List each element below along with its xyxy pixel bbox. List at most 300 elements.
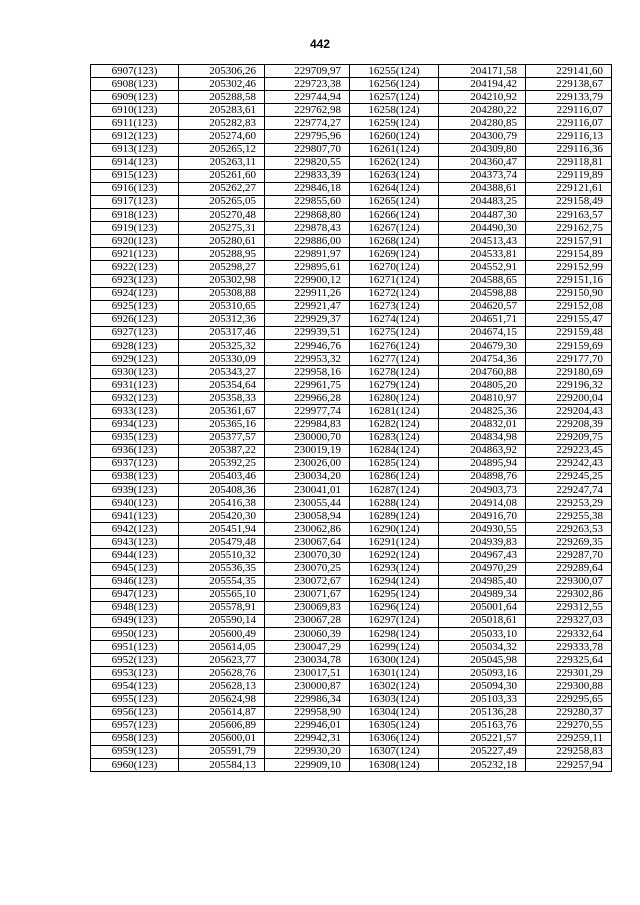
- cell-y-right: 229223,45: [526, 444, 612, 457]
- cell-x-right: 204620,57: [439, 300, 526, 313]
- cell-point-id-left: 6941(123): [91, 510, 179, 523]
- table-row: [91, 536, 612, 549]
- cell-point-id-right: 16261(124): [350, 143, 439, 156]
- cell-x-left: 205416,38: [179, 497, 265, 510]
- cell-x-left: 205392,25: [179, 457, 265, 470]
- cell-point-id-right: 16306(124): [350, 732, 439, 745]
- cell-x-left: 205590,14: [179, 614, 265, 627]
- cell-y-right: 229159,69: [526, 339, 612, 352]
- cell-point-id-left: 6957(123): [91, 719, 179, 732]
- cell-x-right: 204487,30: [439, 209, 526, 222]
- cell-point-id-right: 16262(124): [350, 156, 439, 169]
- cell-y-right: 229151,16: [526, 274, 612, 287]
- cell-point-id-right: 16288(124): [350, 497, 439, 510]
- cell-x-left: 205628,13: [179, 680, 265, 693]
- cell-y-left: 229878,43: [265, 222, 350, 235]
- cell-point-id-left: 6949(123): [91, 614, 179, 627]
- cell-x-right: 204490,30: [439, 222, 526, 235]
- cell-y-left: 229911,26: [265, 287, 350, 300]
- table-row: [91, 470, 612, 483]
- cell-point-id-right: 16302(124): [350, 680, 439, 693]
- cell-y-left: 229820,55: [265, 156, 350, 169]
- cell-point-id-left: 6924(123): [91, 287, 179, 300]
- cell-y-right: 229242,43: [526, 457, 612, 470]
- cell-y-right: 229253,29: [526, 497, 612, 510]
- cell-point-id-right: 16269(124): [350, 248, 439, 261]
- cell-y-right: 229280,37: [526, 706, 612, 719]
- table-row: [91, 65, 612, 78]
- cell-x-left: 205280,61: [179, 235, 265, 248]
- cell-x-right: 204588,65: [439, 274, 526, 287]
- cell-x-left: 205354,64: [179, 379, 265, 392]
- cell-y-right: 229133,79: [526, 91, 612, 104]
- cell-point-id-left: 6951(123): [91, 641, 179, 654]
- table-row: [91, 457, 612, 470]
- table-row: [91, 667, 612, 680]
- cell-x-right: 204194,42: [439, 78, 526, 91]
- cell-point-id-right: 16260(124): [350, 130, 439, 143]
- cell-x-left: 205288,95: [179, 248, 265, 261]
- cell-point-id-right: 16281(124): [350, 405, 439, 418]
- cell-x-right: 204903,73: [439, 484, 526, 497]
- cell-point-id-right: 16267(124): [350, 222, 439, 235]
- cell-x-right: 204989,34: [439, 588, 526, 601]
- cell-y-left: 229946,76: [265, 339, 350, 352]
- cell-x-left: 205565,10: [179, 588, 265, 601]
- cell-point-id-right: 16297(124): [350, 614, 439, 627]
- table-row: [91, 575, 612, 588]
- cell-point-id-left: 6928(123): [91, 339, 179, 352]
- cell-x-right: 205094,30: [439, 680, 526, 693]
- cell-y-right: 229152,08: [526, 300, 612, 313]
- cell-y-right: 229118,81: [526, 156, 612, 169]
- cell-point-id-left: 6942(123): [91, 523, 179, 536]
- cell-x-right: 204898,76: [439, 470, 526, 483]
- table-row: [91, 405, 612, 418]
- cell-y-left: 229966,28: [265, 392, 350, 405]
- cell-point-id-right: 16292(124): [350, 549, 439, 562]
- cell-point-id-left: 6939(123): [91, 484, 179, 497]
- coordinates-table: [90, 64, 612, 772]
- table-row: [91, 758, 612, 771]
- cell-y-right: 229289,64: [526, 562, 612, 575]
- cell-point-id-right: 16279(124): [350, 379, 439, 392]
- cell-y-right: 229295,65: [526, 693, 612, 706]
- table-row: [91, 641, 612, 654]
- cell-point-id-left: 6922(123): [91, 261, 179, 274]
- cell-y-left: 230070,25: [265, 562, 350, 575]
- table-row: [91, 628, 612, 641]
- cell-x-left: 205628,76: [179, 667, 265, 680]
- cell-x-left: 205330,09: [179, 353, 265, 366]
- coordinates-table-body: [91, 65, 612, 772]
- cell-y-right: 229301,29: [526, 667, 612, 680]
- table-row: [91, 484, 612, 497]
- cell-x-right: 204805,20: [439, 379, 526, 392]
- cell-point-id-left: 6952(123): [91, 654, 179, 667]
- cell-y-right: 229332,64: [526, 628, 612, 641]
- cell-x-left: 205275,31: [179, 222, 265, 235]
- cell-point-id-left: 6926(123): [91, 313, 179, 326]
- cell-y-left: 230034,20: [265, 470, 350, 483]
- cell-y-left: 229929,37: [265, 313, 350, 326]
- cell-point-id-left: 6932(123): [91, 392, 179, 405]
- cell-y-right: 229245,25: [526, 470, 612, 483]
- table-row: [91, 169, 612, 182]
- cell-x-right: 204280,85: [439, 117, 526, 130]
- cell-y-left: 230060,39: [265, 628, 350, 641]
- cell-y-left: 229942,31: [265, 732, 350, 745]
- cell-y-left: 229946,01: [265, 719, 350, 732]
- cell-y-right: 229333,78: [526, 641, 612, 654]
- cell-y-left: 230041,01: [265, 484, 350, 497]
- table-row: [91, 104, 612, 117]
- cell-x-left: 205365,16: [179, 418, 265, 431]
- cell-y-left: 229807,70: [265, 143, 350, 156]
- cell-y-left: 229921,47: [265, 300, 350, 313]
- cell-x-left: 205606,89: [179, 719, 265, 732]
- cell-x-left: 205343,27: [179, 366, 265, 379]
- table-row: [91, 78, 612, 91]
- cell-x-left: 205274,60: [179, 130, 265, 143]
- cell-y-right: 229257,94: [526, 758, 612, 771]
- cell-x-right: 205136,28: [439, 706, 526, 719]
- cell-y-left: 230047,29: [265, 641, 350, 654]
- cell-x-left: 205451,94: [179, 523, 265, 536]
- table-row: [91, 182, 612, 195]
- cell-y-left: 229930,20: [265, 745, 350, 758]
- cell-y-right: 229152,99: [526, 261, 612, 274]
- cell-y-right: 229162,75: [526, 222, 612, 235]
- table-row: [91, 562, 612, 575]
- cell-x-right: 204939,83: [439, 536, 526, 549]
- cell-point-id-left: 6913(123): [91, 143, 179, 156]
- cell-point-id-right: 16276(124): [350, 339, 439, 352]
- cell-point-id-left: 6917(123): [91, 195, 179, 208]
- cell-y-left: 229958,90: [265, 706, 350, 719]
- cell-y-left: 229833,39: [265, 169, 350, 182]
- cell-point-id-left: 6944(123): [91, 549, 179, 562]
- cell-y-left: 229939,51: [265, 326, 350, 339]
- cell-x-right: 205163,76: [439, 719, 526, 732]
- cell-y-right: 229258,83: [526, 745, 612, 758]
- cell-point-id-left: 6925(123): [91, 300, 179, 313]
- cell-x-left: 205600,01: [179, 732, 265, 745]
- cell-y-left: 229774,27: [265, 117, 350, 130]
- table-row: [91, 339, 612, 352]
- cell-point-id-left: 6938(123): [91, 470, 179, 483]
- table-row: [91, 156, 612, 169]
- cell-y-left: 230058,94: [265, 510, 350, 523]
- cell-y-left: 229855,60: [265, 195, 350, 208]
- cell-x-left: 205263,11: [179, 156, 265, 169]
- cell-x-right: 204985,40: [439, 575, 526, 588]
- cell-point-id-left: 6911(123): [91, 117, 179, 130]
- cell-x-right: 204760,88: [439, 366, 526, 379]
- table-row: [91, 680, 612, 693]
- cell-point-id-right: 16303(124): [350, 693, 439, 706]
- cell-y-right: 229119,89: [526, 169, 612, 182]
- cell-x-right: 204513,43: [439, 235, 526, 248]
- cell-y-left: 230000,87: [265, 680, 350, 693]
- cell-point-id-right: 16268(124): [350, 235, 439, 248]
- cell-point-id-right: 16266(124): [350, 209, 439, 222]
- cell-y-right: 229180,69: [526, 366, 612, 379]
- cell-point-id-right: 16272(124): [350, 287, 439, 300]
- cell-y-left: 229977,74: [265, 405, 350, 418]
- cell-x-left: 205358,33: [179, 392, 265, 405]
- cell-point-id-right: 16264(124): [350, 182, 439, 195]
- table-row: [91, 693, 612, 706]
- cell-x-right: 205232,18: [439, 758, 526, 771]
- cell-x-right: 204832,01: [439, 418, 526, 431]
- cell-point-id-right: 16301(124): [350, 667, 439, 680]
- table-row: [91, 313, 612, 326]
- cell-point-id-right: 16277(124): [350, 353, 439, 366]
- cell-x-right: 205103,33: [439, 693, 526, 706]
- cell-x-left: 205270,48: [179, 209, 265, 222]
- cell-x-right: 204967,43: [439, 549, 526, 562]
- cell-point-id-left: 6947(123): [91, 588, 179, 601]
- cell-y-right: 229269,35: [526, 536, 612, 549]
- cell-point-id-right: 16271(124): [350, 274, 439, 287]
- cell-y-left: 229984,83: [265, 418, 350, 431]
- table-row: [91, 732, 612, 745]
- cell-y-left: 229891,97: [265, 248, 350, 261]
- cell-y-right: 229209,75: [526, 431, 612, 444]
- cell-x-left: 205408,36: [179, 484, 265, 497]
- cell-x-left: 205262,27: [179, 182, 265, 195]
- table-row: [91, 353, 612, 366]
- cell-x-left: 205317,46: [179, 326, 265, 339]
- cell-point-id-left: 6950(123): [91, 628, 179, 641]
- table-row: [91, 510, 612, 523]
- cell-point-id-right: 16300(124): [350, 654, 439, 667]
- cell-x-left: 205578,91: [179, 601, 265, 614]
- cell-x-right: 204930,55: [439, 523, 526, 536]
- cell-point-id-right: 16275(124): [350, 326, 439, 339]
- cell-y-right: 229154,89: [526, 248, 612, 261]
- cell-x-left: 205298,27: [179, 261, 265, 274]
- cell-x-left: 205361,67: [179, 405, 265, 418]
- cell-y-right: 229300,07: [526, 575, 612, 588]
- table-row: [91, 601, 612, 614]
- cell-x-right: 204388,61: [439, 182, 526, 195]
- cell-point-id-right: 16257(124): [350, 91, 439, 104]
- cell-point-id-right: 16278(124): [350, 366, 439, 379]
- cell-point-id-right: 16286(124): [350, 470, 439, 483]
- cell-point-id-left: 6921(123): [91, 248, 179, 261]
- cell-point-id-left: 6933(123): [91, 405, 179, 418]
- cell-y-left: 229762,98: [265, 104, 350, 117]
- cell-y-right: 229121,61: [526, 182, 612, 195]
- table-row: [91, 91, 612, 104]
- cell-y-left: 230067,28: [265, 614, 350, 627]
- cell-point-id-left: 6920(123): [91, 235, 179, 248]
- cell-x-left: 205282,83: [179, 117, 265, 130]
- cell-y-right: 229116,07: [526, 117, 612, 130]
- cell-x-left: 205510,32: [179, 549, 265, 562]
- table-row: [91, 195, 612, 208]
- cell-x-right: 205045,98: [439, 654, 526, 667]
- cell-x-right: 205227,49: [439, 745, 526, 758]
- cell-y-left: 229723,38: [265, 78, 350, 91]
- cell-x-left: 205325,32: [179, 339, 265, 352]
- cell-x-right: 204300,79: [439, 130, 526, 143]
- cell-x-right: 204651,71: [439, 313, 526, 326]
- cell-y-left: 229886,00: [265, 235, 350, 248]
- cell-point-id-left: 6934(123): [91, 418, 179, 431]
- cell-y-right: 229150,90: [526, 287, 612, 300]
- cell-point-id-left: 6915(123): [91, 169, 179, 182]
- table-row: [91, 117, 612, 130]
- cell-y-right: 229247,74: [526, 484, 612, 497]
- cell-y-right: 229287,70: [526, 549, 612, 562]
- cell-x-right: 204834,98: [439, 431, 526, 444]
- cell-y-right: 229138,67: [526, 78, 612, 91]
- table-row: [91, 392, 612, 405]
- cell-x-right: 204810,97: [439, 392, 526, 405]
- cell-x-right: 205001,64: [439, 601, 526, 614]
- table-row: [91, 549, 612, 562]
- cell-y-right: 229204,43: [526, 405, 612, 418]
- cell-x-right: 204373,74: [439, 169, 526, 182]
- cell-point-id-right: 16274(124): [350, 313, 439, 326]
- cell-y-left: 229744,94: [265, 91, 350, 104]
- cell-y-right: 229116,07: [526, 104, 612, 117]
- cell-point-id-right: 16284(124): [350, 444, 439, 457]
- table-row: [91, 274, 612, 287]
- cell-point-id-right: 16298(124): [350, 628, 439, 641]
- cell-x-left: 205614,05: [179, 641, 265, 654]
- cell-y-left: 230070,30: [265, 549, 350, 562]
- cell-y-right: 229159,48: [526, 326, 612, 339]
- cell-x-right: 204825,36: [439, 405, 526, 418]
- cell-point-id-left: 6908(123): [91, 78, 179, 91]
- cell-y-right: 229259,11: [526, 732, 612, 745]
- page-number: 442: [309, 37, 331, 51]
- cell-y-left: 229953,32: [265, 353, 350, 366]
- cell-x-left: 205302,98: [179, 274, 265, 287]
- cell-y-left: 230067,64: [265, 536, 350, 549]
- cell-x-right: 204674,15: [439, 326, 526, 339]
- table-row: [91, 444, 612, 457]
- cell-point-id-right: 16304(124): [350, 706, 439, 719]
- table-row: [91, 261, 612, 274]
- table-row: [91, 745, 612, 758]
- table-row: [91, 654, 612, 667]
- cell-x-right: 205018,61: [439, 614, 526, 627]
- cell-y-right: 229157,91: [526, 235, 612, 248]
- cell-x-right: 204309,80: [439, 143, 526, 156]
- cell-point-id-left: 6940(123): [91, 497, 179, 510]
- cell-y-left: 230069,83: [265, 601, 350, 614]
- cell-x-right: 204863,92: [439, 444, 526, 457]
- cell-x-left: 205479,48: [179, 536, 265, 549]
- table-row: [91, 366, 612, 379]
- cell-point-id-right: 16294(124): [350, 575, 439, 588]
- cell-x-right: 204280,22: [439, 104, 526, 117]
- cell-x-left: 205403,46: [179, 470, 265, 483]
- cell-y-left: 229961,75: [265, 379, 350, 392]
- cell-x-right: 205034,32: [439, 641, 526, 654]
- cell-x-right: 205093,16: [439, 667, 526, 680]
- cell-x-left: 205288,58: [179, 91, 265, 104]
- cell-y-left: 229900,12: [265, 274, 350, 287]
- table-row: [91, 523, 612, 536]
- cell-y-left: 230026,00: [265, 457, 350, 470]
- cell-x-right: 204483,25: [439, 195, 526, 208]
- cell-y-right: 229116,36: [526, 143, 612, 156]
- cell-point-id-left: 6923(123): [91, 274, 179, 287]
- cell-point-id-right: 16293(124): [350, 562, 439, 575]
- table-row: [91, 287, 612, 300]
- table-row: [91, 497, 612, 510]
- cell-point-id-left: 6907(123): [91, 65, 179, 78]
- table-row: [91, 706, 612, 719]
- cell-y-left: 229709,97: [265, 65, 350, 78]
- cell-point-id-right: 16255(124): [350, 65, 439, 78]
- cell-x-right: 204895,94: [439, 457, 526, 470]
- table-row: [91, 326, 612, 339]
- cell-point-id-right: 16283(124): [350, 431, 439, 444]
- cell-y-left: 229795,96: [265, 130, 350, 143]
- cell-point-id-left: 6914(123): [91, 156, 179, 169]
- cell-y-left: 229986,34: [265, 693, 350, 706]
- cell-x-left: 205591,79: [179, 745, 265, 758]
- cell-x-left: 205600,49: [179, 628, 265, 641]
- cell-point-id-right: 16256(124): [350, 78, 439, 91]
- cell-y-right: 229196,32: [526, 379, 612, 392]
- cell-point-id-left: 6945(123): [91, 562, 179, 575]
- cell-x-left: 205265,12: [179, 143, 265, 156]
- table-row: [91, 719, 612, 732]
- cell-x-left: 205312,36: [179, 313, 265, 326]
- cell-y-left: 229958,16: [265, 366, 350, 379]
- cell-point-id-left: 6916(123): [91, 182, 179, 195]
- cell-y-left: 230034,78: [265, 654, 350, 667]
- cell-x-left: 205261,60: [179, 169, 265, 182]
- table-row: [91, 300, 612, 313]
- cell-point-id-left: 6929(123): [91, 353, 179, 366]
- cell-y-right: 229327,03: [526, 614, 612, 627]
- cell-y-right: 229116,13: [526, 130, 612, 143]
- cell-point-id-left: 6930(123): [91, 366, 179, 379]
- cell-point-id-left: 6958(123): [91, 732, 179, 745]
- cell-point-id-left: 6927(123): [91, 326, 179, 339]
- cell-x-left: 205283,61: [179, 104, 265, 117]
- table-row: [91, 222, 612, 235]
- cell-x-left: 205387,22: [179, 444, 265, 457]
- cell-x-left: 205306,26: [179, 65, 265, 78]
- cell-x-right: 204679,30: [439, 339, 526, 352]
- table-row: [91, 614, 612, 627]
- cell-x-left: 205308,88: [179, 287, 265, 300]
- cell-x-left: 205554,35: [179, 575, 265, 588]
- cell-x-left: 205624,98: [179, 693, 265, 706]
- cell-x-left: 205614,87: [179, 706, 265, 719]
- cell-point-id-left: 6953(123): [91, 667, 179, 680]
- cell-point-id-left: 6954(123): [91, 680, 179, 693]
- cell-x-right: 204916,70: [439, 510, 526, 523]
- table-row: [91, 248, 612, 261]
- cell-y-left: 230019,19: [265, 444, 350, 457]
- cell-y-right: 229263,53: [526, 523, 612, 536]
- cell-point-id-right: 16308(124): [350, 758, 439, 771]
- cell-point-id-right: 16285(124): [350, 457, 439, 470]
- cell-y-left: 229868,80: [265, 209, 350, 222]
- cell-y-right: 229141,60: [526, 65, 612, 78]
